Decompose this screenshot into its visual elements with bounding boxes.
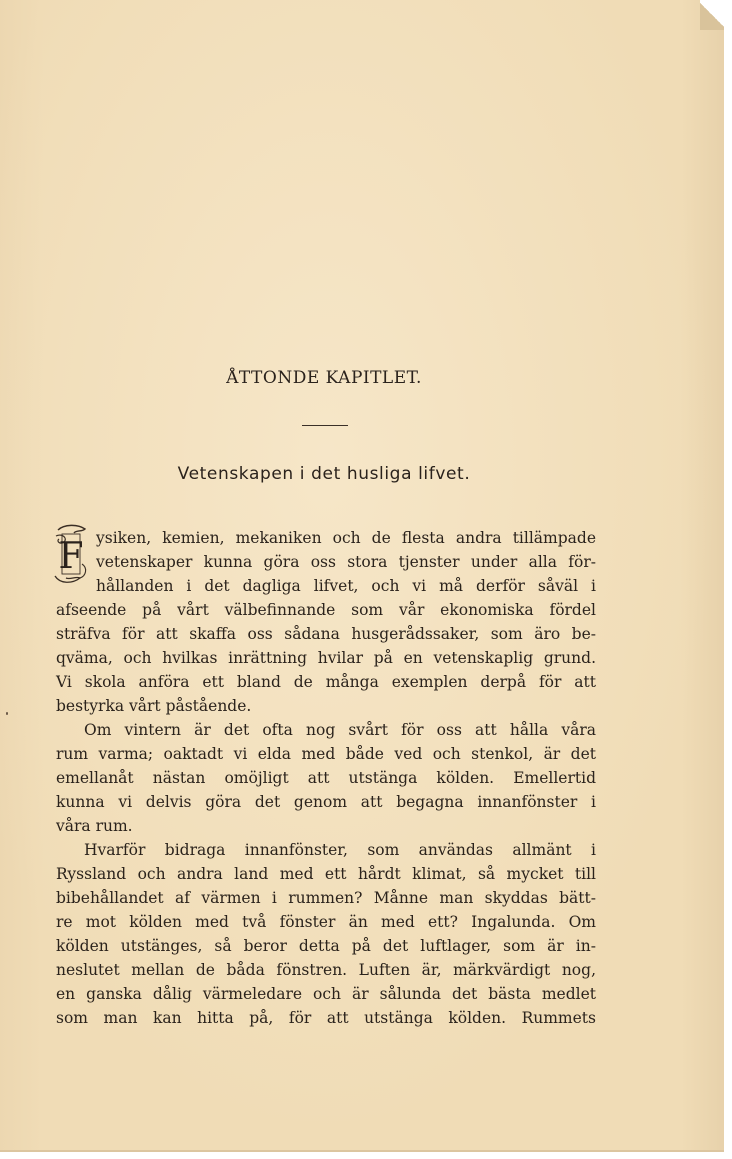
text-line: sträfva för att skaffa oss sådana husgerådssaker, som äro be- — [56, 625, 596, 643]
text-line: rum varma; oaktadt vi elda med både ved och stenkol, är det — [56, 745, 596, 763]
text-line: hållanden i det dagliga lifvet, och vi må derför såväl i — [96, 577, 596, 595]
text-line: neslutet mellan de båda fönstren. Luften är, märkvärdigt nog, — [56, 961, 596, 979]
text-line: re mot kölden med två fönster än med ett? Ingalunda. Om — [56, 913, 596, 931]
text-line: Hvarför bidraga innanfönster, som användas allmänt i — [84, 841, 596, 859]
text-line: ysiken, kemien, mekaniken och de flesta andra tillämpade — [96, 529, 596, 547]
text-line: Ryssland och andra land med ett hårdt klimat, så mycket till — [56, 865, 596, 883]
text-line: kölden utstänges, så beror detta på det luftlager, som är in- — [56, 937, 596, 955]
text-line: kunna vi delvis göra det genom att begagna innanfönster i — [56, 793, 596, 811]
text-line: en ganska dålig värmeledare och är sålunda det bästa medlet — [56, 985, 596, 1003]
dropcap-letter: F — [58, 536, 84, 577]
text-line: qväma, och hvilkas inrättning hvilar på en vetenskaplig grund. — [56, 649, 596, 667]
heading-rule — [302, 425, 348, 426]
text-line: vetenskaper kunna göra oss stora tjenster under alla för- — [96, 553, 596, 571]
body-text — [56, 526, 596, 1030]
paper-speck — [6, 712, 8, 715]
text-line: Om vintern är det ofta nog svårt för oss att hålla våra — [84, 721, 596, 739]
text-line: som man kan hitta på, för att utstänga kölden. Rummets — [56, 1009, 596, 1027]
folded-corner — [700, 0, 724, 30]
text-line: afseende på vårt välbefinnande som vår ekonomiska fördel — [56, 601, 596, 619]
section-title: Vetenskapen i det husliga lifvet. — [177, 464, 471, 484]
text-line: våra rum. — [56, 817, 133, 835]
text-line: bestyrka vårt påstående. — [56, 697, 252, 715]
text-line: Vi skola anföra ett bland de många exemplen derpå för att — [56, 673, 596, 691]
chapter-heading: ÅTTONDE KAPITLET. — [226, 368, 422, 388]
text-line: emellanåt nästan omöjligt att utstänga kölden. Emellertid — [56, 769, 596, 787]
text-line: bibehållandet af värmen i rummen? Månne man skyddas bätt- — [56, 889, 596, 907]
